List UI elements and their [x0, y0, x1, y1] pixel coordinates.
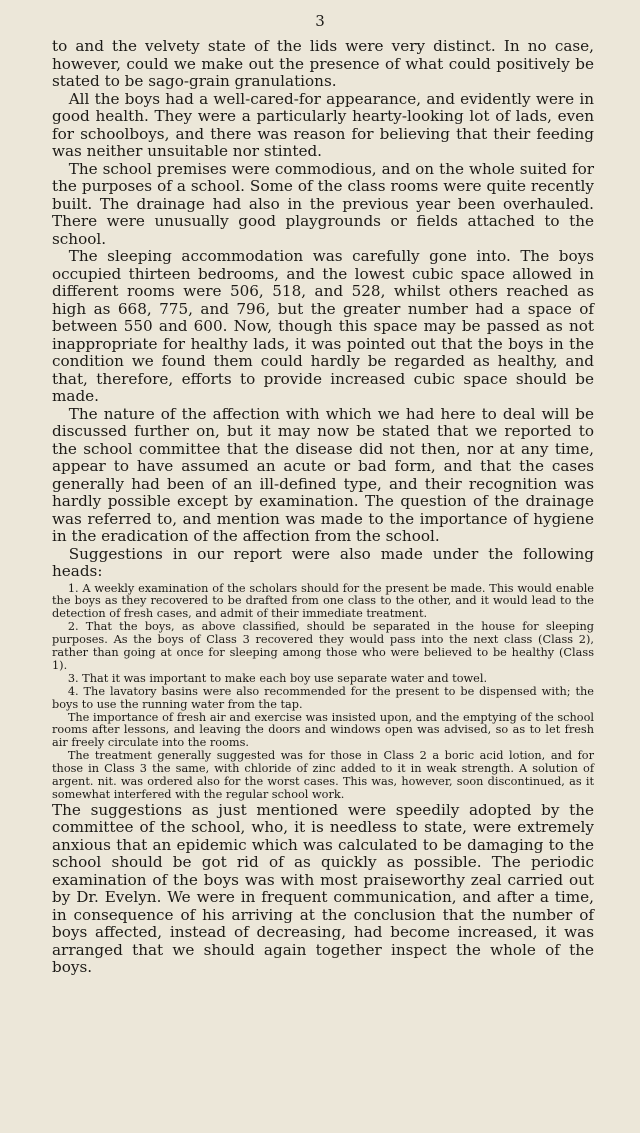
suggestion-item: 2. That the boys, as above classified, should be separated in the house for sleeping purposes. As the boys of Class 3 recovered they would pass into the next class (Class 2), rather than going at once for sleeping among those who were believed to be healthy (Class 1). [52, 620, 594, 672]
closing-text [52, 802, 594, 977]
paragraph: Suggestions in our report were also made under the following heads: [52, 544, 594, 580]
paragraph: The sleeping accommodation was carefully gone into. The boys occupied thirteen bedrooms, and the lowest cubic space allowed in different rooms were 506, 518, and 528, whilst others reached as high as 668, 775, and 796, but the greater number had a space of between 550 and 600. Now, though this space may be passed as not inappropriate for healthy lads, it was pointed out that the boys in the condition we found them could hardly be regarded as healthy, and that, therefore, efforts to provide increased cubic space should be made. [52, 247, 594, 405]
suggestion-item: 1. A weekly examination of the scholars should for the present be made. This would enable the boys as they recovered to be drafted from one class to the other, and it would lead to the detection of fresh cases, and admit of their immediate treatment. [52, 581, 594, 621]
suggestion-item: 3. That it was important to make each boy use separate water and towel. [67, 671, 488, 685]
suggestion-item: The importance of fresh air and exercise was insisted upon, and the emptying of the school rooms after lessons, and leaving the doors and windows open was advised, so as to let fresh air freely circulate into the rooms. [52, 710, 594, 750]
suggestion-item: The treatment generally suggested was for those in Class 2 a boric acid lotion, and for those in Class 3 the same, with chloride of zinc added to it in weak strength. A solution of argent. nit. was ordered also for the worst cases. This was, however, soon discontinued, as it somewhat interfered with the regular school work. [52, 749, 594, 801]
paragraph: to and the velvety state of the lids were very distinct. In no case, however, could we make out the presence of what could positively be stated to be sago-grain granulations. [52, 37, 594, 90]
paragraph: All the boys had a well-cared-for appearance, and evidently were in good health. They were a particularly hearty-looking lot of lads, even for schoolboys, and there was reason for believing that their feeding was neither unsuitable nor stinted. [52, 89, 594, 160]
suggestion-item: 4. The lavatory basins were also recommended for the present to be dispensed with; the boys to use the running water from the tap. [52, 684, 594, 711]
paragraph: The suggestions as just mentioned were speedily adopted by the committee of the school, who, it is needless to state, were extremely anxious that an epidemic which was calculated to be damaging to the school should be got rid of as quickly as possible. The periodic examination of the boys was with most praiseworthy zeal carried out by Dr. Evelyn. We were in frequent communication, and after a time, in consequence of his arriving at the conclusion that the number of boys affected, instead of decreasing, had become increased, it was arranged that we should again together inspect the whole of the boys. [52, 800, 594, 977]
paragraph: The nature of the affection with which we had here to deal will be discussed further on, but it may now be stated that we reported to the school committee that the disease did not then, nor at any time, appear to have assumed an acute or bad form, and that the cases generally had been of an ill-defined type, and their recognition was hardly possible except by examination. The question of the drainage was referred to, and mention was made to the importance of hygiene in the eradication of the affection from the school. [52, 404, 594, 545]
paragraph: The school premises were commodious, and on the whole suited for the purposes of a school. Some of the class rooms were quite recently built. The drainage had also in the previous year been overhauled. There were unusually good playgrounds or fields attached to the school. [52, 159, 594, 248]
suggestions-list [52, 583, 594, 802]
page-number: 3 [315, 12, 325, 30]
main-text [52, 38, 594, 581]
